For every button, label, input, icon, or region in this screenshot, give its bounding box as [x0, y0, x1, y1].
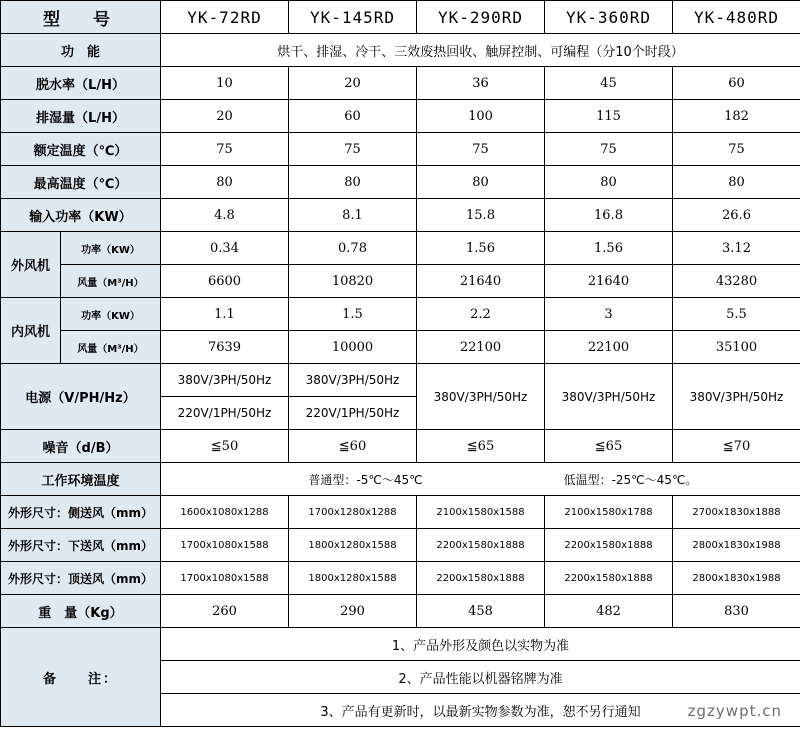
row-label: 脱水率（L/H） — [1, 67, 161, 100]
power-supply-row-a — [1, 364, 800, 397]
cell-value: 1.1 — [161, 298, 289, 331]
cell-value: 220V/1PH/50Hz — [161, 397, 289, 430]
cell-value: 115 — [545, 100, 673, 133]
row-label: 外形尺寸：下送风（mm） — [1, 529, 161, 562]
cell-value: 6600 — [161, 265, 289, 298]
cell-value: 1600x1080x1288 — [161, 496, 289, 529]
watermark: zgzywpt.cn — [687, 702, 782, 720]
cell-value: 75 — [289, 133, 417, 166]
sub-label: 风量（M³/H） — [61, 331, 161, 364]
cell-value: 380V/3PH/50Hz — [161, 364, 289, 397]
cell-value: 80 — [161, 166, 289, 199]
cell-value: 75 — [545, 133, 673, 166]
power-supply-label: 电源（V/PH/Hz） — [1, 364, 161, 430]
cell-value: 2800x1830x1988 — [673, 529, 800, 562]
model-name: YK-72RD — [161, 1, 289, 34]
cell-value: ≦65 — [417, 430, 545, 463]
cell-value: 1700x1080x1588 — [161, 562, 289, 595]
cell-value: ≦65 — [545, 430, 673, 463]
cell-value: 80 — [417, 166, 545, 199]
model-name: YK-145RD — [289, 1, 417, 34]
dim-side-row — [1, 496, 800, 529]
row-label: 输入功率（KW） — [1, 199, 161, 232]
cell-value: 80 — [289, 166, 417, 199]
cell-value: 2200x1580x1888 — [417, 562, 545, 595]
moisture-out-row — [1, 100, 800, 133]
cell-value: 0.34 — [161, 232, 289, 265]
cell-value: 1800x1280x1588 — [289, 529, 417, 562]
row-label: 排湿量（L/H） — [1, 100, 161, 133]
cell-value: ≦50 — [161, 430, 289, 463]
row-label: 最高温度（℃） — [1, 166, 161, 199]
max-temp-row — [1, 166, 800, 199]
cell-value: 21640 — [545, 265, 673, 298]
notes-row-1 — [1, 628, 800, 661]
cell-value: 2200x1580x1888 — [545, 529, 673, 562]
cell-value: 1700x1080x1588 — [161, 529, 289, 562]
cell-value: 1.56 — [545, 232, 673, 265]
sub-label: 风量（M³/H） — [61, 265, 161, 298]
cell-value: 2200x1580x1888 — [545, 562, 673, 595]
cell-value: 100 — [417, 100, 545, 133]
cell-value: 2100x1580x1588 — [417, 496, 545, 529]
cell-value: 26.6 — [673, 199, 800, 232]
row-label: 重 量（Kg） — [1, 595, 161, 628]
cell-value: ≦60 — [289, 430, 417, 463]
cell-value: 15.8 — [417, 199, 545, 232]
cell-value: 22100 — [417, 331, 545, 364]
notes-label: 备 注： — [1, 628, 161, 727]
cell-value: 830 — [673, 595, 800, 628]
outer-fan-airflow-row — [1, 265, 800, 298]
cell-value: 220V/1PH/50Hz — [289, 397, 417, 430]
dim-bottom-row — [1, 529, 800, 562]
cell-value: 182 — [673, 100, 800, 133]
dim-top-row — [1, 562, 800, 595]
cell-value: 380V/3PH/50Hz — [545, 364, 673, 430]
env-temp-normal: 普通型：-5℃～45℃ — [308, 472, 423, 487]
outer-fan-power-row — [1, 232, 800, 265]
cell-value: 10820 — [289, 265, 417, 298]
cell-value: 260 — [161, 595, 289, 628]
cell-value: 380V/3PH/50Hz — [289, 364, 417, 397]
cell-value: 80 — [673, 166, 800, 199]
cell-value: 43280 — [673, 265, 800, 298]
cell-value: 10 — [161, 67, 289, 100]
model-header-label: 型 号 — [1, 1, 161, 34]
cell-value: 21640 — [417, 265, 545, 298]
note-item: 1、产品外形及颜色以实物为准 — [161, 628, 800, 661]
row-label: 外形尺寸：侧送风（mm） — [1, 496, 161, 529]
cell-value: 2700x1830x1888 — [673, 496, 800, 529]
cell-value: 1700x1280x1288 — [289, 496, 417, 529]
cell-value: 75 — [673, 133, 800, 166]
cell-value: 3 — [545, 298, 673, 331]
cell-value: 4.8 — [161, 199, 289, 232]
inner-fan-label: 内风机 — [1, 298, 61, 364]
cell-value: 75 — [417, 133, 545, 166]
inner-fan-power-row — [1, 298, 800, 331]
function-label: 功 能 — [1, 34, 161, 67]
cell-value: 2.2 — [417, 298, 545, 331]
cell-value: 2800x1830x1988 — [673, 562, 800, 595]
cell-value: 60 — [673, 67, 800, 100]
cell-value: 5.5 — [673, 298, 800, 331]
model-name: YK-290RD — [417, 1, 545, 34]
function-value: 烘干、排湿、冷干、三效废热回收、触屏控制、可编程（分10个时段） — [161, 34, 800, 67]
outer-fan-label: 外风机 — [1, 232, 61, 298]
cell-value: 2100x1580x1788 — [545, 496, 673, 529]
cell-value: 36 — [417, 67, 545, 100]
row-label: 外形尺寸：顶送风（mm） — [1, 562, 161, 595]
cell-value: 290 — [289, 595, 417, 628]
cell-value: 10000 — [289, 331, 417, 364]
cell-value: 60 — [289, 100, 417, 133]
cell-value: 2200x1580x1888 — [417, 529, 545, 562]
note-item: 3、产品有更新时，以最新实物参数为准，恕不另行通知 — [161, 694, 800, 727]
cell-value: 0.78 — [289, 232, 417, 265]
cell-value: ≦70 — [673, 430, 800, 463]
cell-value: 22100 — [545, 331, 673, 364]
noise-row — [1, 430, 800, 463]
model-name: YK-480RD — [673, 1, 800, 34]
sub-label: 功率（KW） — [61, 232, 161, 265]
model-name: YK-360RD — [545, 1, 673, 34]
rated-temp-row — [1, 133, 800, 166]
row-label: 噪音（d/B） — [1, 430, 161, 463]
cell-value: 380V/3PH/50Hz — [417, 364, 545, 430]
cell-value: 3.12 — [673, 232, 800, 265]
cell-value: 20 — [289, 67, 417, 100]
cell-value: 20 — [161, 100, 289, 133]
env-temp-row — [1, 463, 800, 496]
note-item: 2、产品性能以机器铭牌为准 — [161, 661, 800, 694]
cell-value: 1.56 — [417, 232, 545, 265]
cell-value: 75 — [161, 133, 289, 166]
cell-value: 380V/3PH/50Hz — [673, 364, 800, 430]
env-temp-low: 低温型：-25℃～45℃。 — [563, 472, 698, 487]
cell-value: 7639 — [161, 331, 289, 364]
cell-value: 1800x1280x1588 — [289, 562, 417, 595]
cell-value: 45 — [545, 67, 673, 100]
function-row — [1, 34, 800, 67]
cell-value: 458 — [417, 595, 545, 628]
header-row — [1, 1, 800, 34]
cell-value: 1.5 — [289, 298, 417, 331]
inner-fan-airflow-row — [1, 331, 800, 364]
row-label: 额定温度（℃） — [1, 133, 161, 166]
sub-label: 功率（KW） — [61, 298, 161, 331]
cell-value: 35100 — [673, 331, 800, 364]
env-temp-value — [161, 463, 800, 496]
cell-value: 80 — [545, 166, 673, 199]
cell-value: 482 — [545, 595, 673, 628]
row-label: 工作环境温度 — [1, 463, 161, 496]
cell-value: 8.1 — [289, 199, 417, 232]
input-power-row — [1, 199, 800, 232]
dehumid-rate-row — [1, 67, 800, 100]
cell-value: 16.8 — [545, 199, 673, 232]
weight-row — [1, 595, 800, 628]
